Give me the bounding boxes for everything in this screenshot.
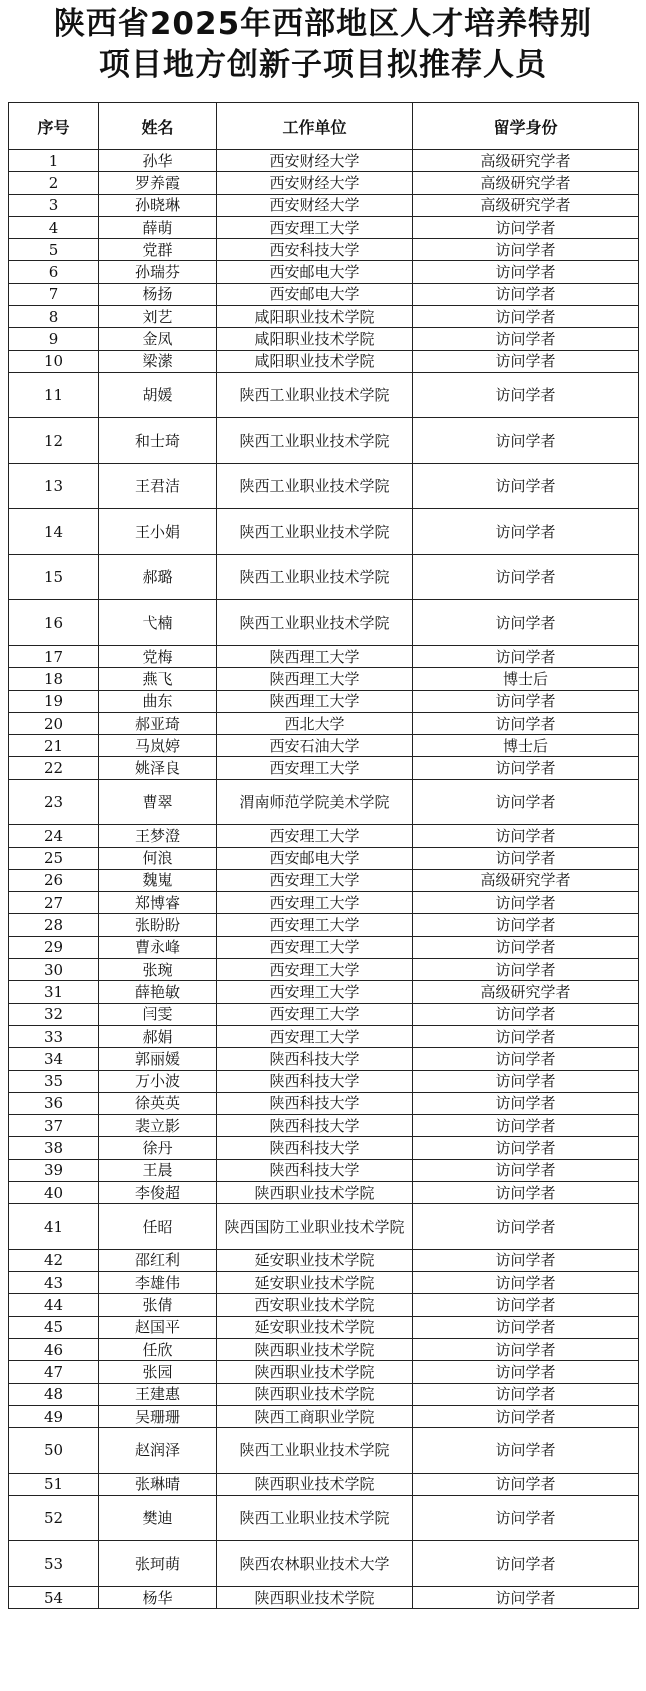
cell-number: 15 — [9, 554, 99, 600]
table-row — [9, 1316, 639, 1338]
cell-study-status: 访问学者 — [413, 1316, 639, 1338]
cell-name: 张盼盼 — [99, 914, 217, 936]
cell-name: 邵红利 — [99, 1249, 217, 1271]
cell-work-unit: 陕西科技大学 — [217, 1092, 413, 1114]
table-row — [9, 735, 639, 757]
cell-name: 孙晓琳 — [99, 194, 217, 216]
table-row — [9, 1541, 639, 1587]
title-line-1: 陕西省2025年西部地区人才培养特别 — [53, 6, 593, 42]
table-row — [9, 779, 639, 825]
table-row — [9, 1070, 639, 1092]
cell-name: 王建惠 — [99, 1383, 217, 1405]
cell-study-status: 高级研究学者 — [413, 194, 639, 216]
cell-study-status: 访问学者 — [413, 283, 639, 305]
table-row — [9, 1405, 639, 1427]
table-row — [9, 936, 639, 958]
cell-number: 30 — [9, 959, 99, 981]
table-row — [9, 1338, 639, 1360]
table-row — [9, 1294, 639, 1316]
cell-work-unit: 西北大学 — [217, 712, 413, 734]
cell-name: 燕飞 — [99, 668, 217, 690]
cell-work-unit: 西安理工大学 — [217, 1003, 413, 1025]
cell-name: 姚泽良 — [99, 757, 217, 779]
cell-study-status: 访问学者 — [413, 1204, 639, 1250]
cell-work-unit: 西安理工大学 — [217, 825, 413, 847]
cell-work-unit: 陕西理工大学 — [217, 645, 413, 667]
cell-work-unit: 西安理工大学 — [217, 914, 413, 936]
cell-work-unit: 西安财经大学 — [217, 172, 413, 194]
cell-work-unit: 陕西职业技术学院 — [217, 1383, 413, 1405]
cell-study-status: 访问学者 — [413, 418, 639, 464]
cell-name: 党梅 — [99, 645, 217, 667]
cell-number: 52 — [9, 1495, 99, 1541]
cell-study-status: 访问学者 — [413, 914, 639, 936]
cell-work-unit: 西安理工大学 — [217, 959, 413, 981]
cell-study-status: 访问学者 — [413, 1182, 639, 1204]
cell-study-status: 访问学者 — [413, 1338, 639, 1360]
cell-name: 刘艺 — [99, 306, 217, 328]
cell-study-status: 访问学者 — [413, 959, 639, 981]
cell-study-status: 访问学者 — [413, 600, 639, 646]
cell-work-unit: 陕西农林职业技术大学 — [217, 1541, 413, 1587]
cell-work-unit: 西安职业技术学院 — [217, 1294, 413, 1316]
table-row — [9, 1361, 639, 1383]
table-row — [9, 418, 639, 464]
cell-number: 3 — [9, 194, 99, 216]
cell-name: 郑博睿 — [99, 892, 217, 914]
cell-name: 王小娟 — [99, 509, 217, 555]
cell-name: 张琳晴 — [99, 1473, 217, 1495]
cell-work-unit: 西安理工大学 — [217, 216, 413, 238]
table-row — [9, 825, 639, 847]
cell-work-unit: 陕西科技大学 — [217, 1048, 413, 1070]
cell-work-unit: 陕西工业职业技术学院 — [217, 554, 413, 600]
cell-work-unit: 陕西科技大学 — [217, 1159, 413, 1181]
cell-name: 魏嵬 — [99, 869, 217, 891]
cell-number: 50 — [9, 1428, 99, 1474]
cell-work-unit: 西安邮电大学 — [217, 847, 413, 869]
cell-number: 17 — [9, 645, 99, 667]
cell-work-unit: 西安邮电大学 — [217, 261, 413, 283]
table-row — [9, 1272, 639, 1294]
cell-study-status: 访问学者 — [413, 509, 639, 555]
table-row — [9, 1428, 639, 1474]
cell-number: 26 — [9, 869, 99, 891]
cell-work-unit: 陕西工业职业技术学院 — [217, 1495, 413, 1541]
cell-study-status: 访问学者 — [413, 1495, 639, 1541]
cell-study-status: 访问学者 — [413, 1048, 639, 1070]
cell-name: 郝璐 — [99, 554, 217, 600]
cell-number: 49 — [9, 1405, 99, 1427]
table-row — [9, 892, 639, 914]
table-row — [9, 1204, 639, 1250]
cell-name: 罗养霞 — [99, 172, 217, 194]
cell-number: 9 — [9, 328, 99, 350]
cell-work-unit: 西安理工大学 — [217, 869, 413, 891]
cell-study-status: 访问学者 — [413, 1092, 639, 1114]
table-row — [9, 914, 639, 936]
cell-name: 和士琦 — [99, 418, 217, 464]
cell-number: 47 — [9, 1361, 99, 1383]
cell-name: 裴立影 — [99, 1115, 217, 1137]
cell-study-status: 高级研究学者 — [413, 869, 639, 891]
cell-name: 曹永峰 — [99, 936, 217, 958]
cell-study-status: 访问学者 — [413, 1272, 639, 1294]
table-row — [9, 1137, 639, 1159]
table-row — [9, 690, 639, 712]
cell-number: 25 — [9, 847, 99, 869]
cell-study-status: 博士后 — [413, 668, 639, 690]
table-row — [9, 757, 639, 779]
cell-number: 19 — [9, 690, 99, 712]
table-row — [9, 194, 639, 216]
cell-work-unit: 西安财经大学 — [217, 194, 413, 216]
cell-number: 16 — [9, 600, 99, 646]
cell-work-unit: 陕西职业技术学院 — [217, 1361, 413, 1383]
cell-study-status: 高级研究学者 — [413, 981, 639, 1003]
cell-study-status: 访问学者 — [413, 1294, 639, 1316]
cell-number: 46 — [9, 1338, 99, 1360]
table-row — [9, 554, 639, 600]
cell-work-unit: 西安邮电大学 — [217, 283, 413, 305]
cell-study-status: 访问学者 — [413, 239, 639, 261]
cell-number: 10 — [9, 350, 99, 372]
cell-number: 12 — [9, 418, 99, 464]
title-line-2: 项目地方创新子项目拟推荐人员 — [99, 47, 547, 83]
table-row — [9, 172, 639, 194]
cell-number: 4 — [9, 216, 99, 238]
cell-name: 杨扬 — [99, 283, 217, 305]
cell-name: 赵国平 — [99, 1316, 217, 1338]
cell-number: 37 — [9, 1115, 99, 1137]
cell-number: 35 — [9, 1070, 99, 1092]
cell-number: 32 — [9, 1003, 99, 1025]
cell-work-unit: 延安职业技术学院 — [217, 1272, 413, 1294]
cell-study-status: 博士后 — [413, 735, 639, 757]
cell-name: 郭丽媛 — [99, 1048, 217, 1070]
cell-name: 马岚婷 — [99, 735, 217, 757]
cell-study-status: 访问学者 — [413, 554, 639, 600]
cell-study-status: 访问学者 — [413, 1405, 639, 1427]
cell-study-status: 访问学者 — [413, 1070, 639, 1092]
cell-name: 杨华 — [99, 1586, 217, 1608]
cell-study-status: 访问学者 — [413, 216, 639, 238]
cell-work-unit: 西安财经大学 — [217, 150, 413, 172]
cell-study-status: 访问学者 — [413, 1361, 639, 1383]
cell-number: 48 — [9, 1383, 99, 1405]
header-number: 序号 — [9, 103, 99, 150]
cell-name: 曲东 — [99, 690, 217, 712]
table-header-row — [9, 103, 639, 150]
cell-work-unit: 陕西工业职业技术学院 — [217, 509, 413, 555]
table-row — [9, 1473, 639, 1495]
cell-name: 吴珊珊 — [99, 1405, 217, 1427]
cell-name: 金凤 — [99, 328, 217, 350]
cell-name: 张倩 — [99, 1294, 217, 1316]
cell-number: 5 — [9, 239, 99, 261]
cell-study-status: 访问学者 — [413, 779, 639, 825]
cell-study-status: 访问学者 — [413, 690, 639, 712]
cell-name: 孙瑞芬 — [99, 261, 217, 283]
cell-work-unit: 西安理工大学 — [217, 1025, 413, 1047]
cell-study-status: 访问学者 — [413, 712, 639, 734]
cell-number: 13 — [9, 463, 99, 509]
cell-work-unit: 咸阳职业技术学院 — [217, 306, 413, 328]
cell-study-status: 访问学者 — [413, 1428, 639, 1474]
table-row — [9, 150, 639, 172]
table-row — [9, 283, 639, 305]
cell-name: 何浪 — [99, 847, 217, 869]
cell-work-unit: 陕西职业技术学院 — [217, 1473, 413, 1495]
cell-name: 孙华 — [99, 150, 217, 172]
table-row — [9, 1092, 639, 1114]
cell-work-unit: 西安理工大学 — [217, 936, 413, 958]
table-row — [9, 1495, 639, 1541]
cell-number: 24 — [9, 825, 99, 847]
cell-number: 20 — [9, 712, 99, 734]
cell-study-status: 访问学者 — [413, 1541, 639, 1587]
cell-work-unit: 陕西工业职业技术学院 — [217, 1428, 413, 1474]
cell-name: 张琬 — [99, 959, 217, 981]
cell-name: 任欣 — [99, 1338, 217, 1360]
cell-work-unit: 陕西科技大学 — [217, 1137, 413, 1159]
cell-study-status: 访问学者 — [413, 1025, 639, 1047]
cell-work-unit: 陕西理工大学 — [217, 690, 413, 712]
table-row — [9, 1003, 639, 1025]
table-body — [9, 150, 639, 1609]
cell-name: 徐丹 — [99, 1137, 217, 1159]
cell-name: 张园 — [99, 1361, 217, 1383]
cell-study-status: 访问学者 — [413, 350, 639, 372]
cell-study-status: 访问学者 — [413, 892, 639, 914]
cell-study-status: 访问学者 — [413, 936, 639, 958]
document-title — [0, 0, 646, 92]
table-row — [9, 239, 639, 261]
cell-number: 53 — [9, 1541, 99, 1587]
cell-number: 40 — [9, 1182, 99, 1204]
cell-name: 张珂萌 — [99, 1541, 217, 1587]
table-row — [9, 712, 639, 734]
cell-number: 22 — [9, 757, 99, 779]
cell-number: 42 — [9, 1249, 99, 1271]
cell-number: 6 — [9, 261, 99, 283]
cell-study-status: 访问学者 — [413, 1115, 639, 1137]
cell-study-status: 访问学者 — [413, 1159, 639, 1181]
cell-study-status: 访问学者 — [413, 261, 639, 283]
table-row — [9, 1048, 639, 1070]
cell-study-status: 访问学者 — [413, 847, 639, 869]
cell-study-status: 访问学者 — [413, 757, 639, 779]
cell-work-unit: 西安理工大学 — [217, 892, 413, 914]
cell-number: 54 — [9, 1586, 99, 1608]
header-study-status: 留学身份 — [413, 103, 639, 150]
cell-number: 29 — [9, 936, 99, 958]
table-row — [9, 959, 639, 981]
table-row — [9, 1025, 639, 1047]
cell-name: 王君洁 — [99, 463, 217, 509]
cell-number: 2 — [9, 172, 99, 194]
cell-number: 36 — [9, 1092, 99, 1114]
table-row — [9, 1586, 639, 1608]
table-row — [9, 306, 639, 328]
cell-study-status: 高级研究学者 — [413, 150, 639, 172]
cell-study-status: 访问学者 — [413, 306, 639, 328]
cell-name: 樊迪 — [99, 1495, 217, 1541]
cell-study-status: 访问学者 — [413, 1586, 639, 1608]
cell-study-status: 访问学者 — [413, 463, 639, 509]
cell-name: 徐英英 — [99, 1092, 217, 1114]
cell-name: 梁潆 — [99, 350, 217, 372]
cell-name: 李雄伟 — [99, 1272, 217, 1294]
cell-name: 闫雯 — [99, 1003, 217, 1025]
cell-work-unit: 陕西工业职业技术学院 — [217, 600, 413, 646]
cell-name: 胡媛 — [99, 372, 217, 418]
table-row — [9, 350, 639, 372]
cell-study-status: 访问学者 — [413, 372, 639, 418]
table-row — [9, 645, 639, 667]
cell-study-status: 访问学者 — [413, 1473, 639, 1495]
cell-work-unit: 陕西工业职业技术学院 — [217, 463, 413, 509]
cell-work-unit: 西安理工大学 — [217, 757, 413, 779]
cell-number: 43 — [9, 1272, 99, 1294]
cell-number: 44 — [9, 1294, 99, 1316]
cell-study-status: 访问学者 — [413, 825, 639, 847]
cell-work-unit: 陕西理工大学 — [217, 668, 413, 690]
cell-name: 薛萌 — [99, 216, 217, 238]
cell-work-unit: 西安石油大学 — [217, 735, 413, 757]
cell-number: 51 — [9, 1473, 99, 1495]
cell-name: 万小波 — [99, 1070, 217, 1092]
cell-work-unit: 陕西科技大学 — [217, 1115, 413, 1137]
cell-work-unit: 陕西职业技术学院 — [217, 1338, 413, 1360]
cell-number: 33 — [9, 1025, 99, 1047]
cell-work-unit: 延安职业技术学院 — [217, 1249, 413, 1271]
cell-name: 王梦澄 — [99, 825, 217, 847]
table-row — [9, 261, 639, 283]
cell-work-unit: 延安职业技术学院 — [217, 1316, 413, 1338]
header-work-unit: 工作单位 — [217, 103, 413, 150]
cell-number: 21 — [9, 735, 99, 757]
header-name: 姓名 — [99, 103, 217, 150]
cell-name: 弋楠 — [99, 600, 217, 646]
cell-number: 14 — [9, 509, 99, 555]
cell-name: 党群 — [99, 239, 217, 261]
table-row — [9, 1115, 639, 1137]
cell-work-unit: 咸阳职业技术学院 — [217, 328, 413, 350]
cell-number: 23 — [9, 779, 99, 825]
table-row — [9, 847, 639, 869]
cell-number: 45 — [9, 1316, 99, 1338]
table-row — [9, 1249, 639, 1271]
cell-work-unit: 西安理工大学 — [217, 981, 413, 1003]
cell-study-status: 访问学者 — [413, 328, 639, 350]
cell-number: 41 — [9, 1204, 99, 1250]
table-row — [9, 372, 639, 418]
cell-name: 郝娟 — [99, 1025, 217, 1047]
cell-work-unit: 陕西科技大学 — [217, 1070, 413, 1092]
table-row — [9, 869, 639, 891]
cell-study-status: 访问学者 — [413, 645, 639, 667]
cell-study-status: 访问学者 — [413, 1137, 639, 1159]
cell-number: 38 — [9, 1137, 99, 1159]
cell-work-unit: 陕西职业技术学院 — [217, 1182, 413, 1204]
cell-name: 李俊超 — [99, 1182, 217, 1204]
cell-number: 18 — [9, 668, 99, 690]
table-row — [9, 328, 639, 350]
table-row — [9, 1182, 639, 1204]
cell-name: 薛艳敏 — [99, 981, 217, 1003]
cell-name: 郝亚琦 — [99, 712, 217, 734]
cell-work-unit: 陕西工业职业技术学院 — [217, 418, 413, 464]
cell-study-status: 访问学者 — [413, 1249, 639, 1271]
cell-work-unit: 渭南师范学院美术学院 — [217, 779, 413, 825]
cell-number: 7 — [9, 283, 99, 305]
cell-number: 1 — [9, 150, 99, 172]
table-row — [9, 668, 639, 690]
cell-number: 31 — [9, 981, 99, 1003]
cell-name: 曹翠 — [99, 779, 217, 825]
cell-number: 27 — [9, 892, 99, 914]
cell-number: 11 — [9, 372, 99, 418]
cell-number: 8 — [9, 306, 99, 328]
table-row — [9, 463, 639, 509]
table-row — [9, 216, 639, 238]
table-row — [9, 600, 639, 646]
cell-work-unit: 陕西工商职业学院 — [217, 1405, 413, 1427]
cell-study-status: 访问学者 — [413, 1003, 639, 1025]
cell-work-unit: 陕西职业技术学院 — [217, 1586, 413, 1608]
table-row — [9, 1383, 639, 1405]
cell-number: 28 — [9, 914, 99, 936]
table-row — [9, 981, 639, 1003]
cell-work-unit: 陕西国防工业职业技术学院 — [217, 1204, 413, 1250]
candidate-table — [8, 102, 639, 1609]
table-row — [9, 509, 639, 555]
cell-study-status: 访问学者 — [413, 1383, 639, 1405]
cell-work-unit: 陕西工业职业技术学院 — [217, 372, 413, 418]
cell-work-unit: 西安科技大学 — [217, 239, 413, 261]
cell-work-unit: 咸阳职业技术学院 — [217, 350, 413, 372]
cell-name: 赵润泽 — [99, 1428, 217, 1474]
cell-number: 39 — [9, 1159, 99, 1181]
cell-name: 王晨 — [99, 1159, 217, 1181]
cell-name: 任昭 — [99, 1204, 217, 1250]
table-row — [9, 1159, 639, 1181]
cell-number: 34 — [9, 1048, 99, 1070]
cell-study-status: 高级研究学者 — [413, 172, 639, 194]
